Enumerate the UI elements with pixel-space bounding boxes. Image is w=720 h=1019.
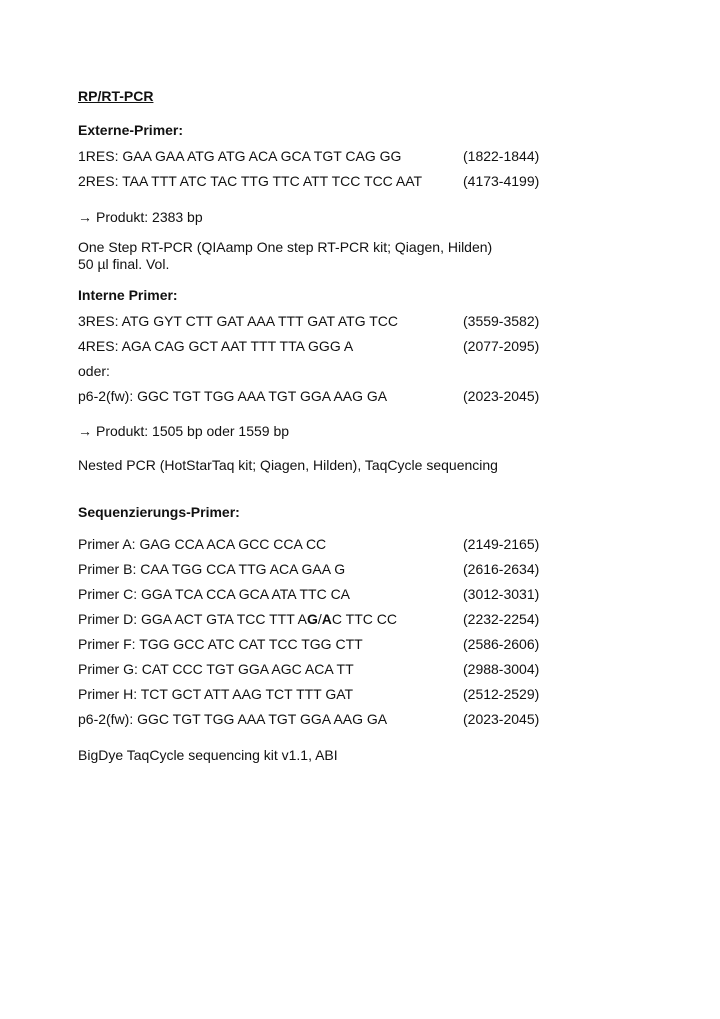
interne-product-line	[78, 421, 678, 441]
primer-wobble-base: G	[306, 611, 318, 627]
sequenzierungs-primer-heading: Sequenzierungs-Primer:	[78, 504, 240, 520]
primer-position: (2023-2045)	[463, 711, 540, 727]
primer-sequence: Primer F: TGG GCC ATC CAT TCC TGG CTT	[78, 636, 363, 652]
primer-row-p6-2fw	[78, 386, 678, 411]
primer-position: (3012-3031)	[463, 586, 540, 602]
primer-sequence: 1RES: GAA GAA ATG ATG ACA GCA TGT CAG GG	[78, 148, 402, 164]
externe-product-text: Produkt: 2383 bp	[96, 209, 203, 225]
primer-row-d	[78, 609, 678, 634]
primer-position: (1822-1844)	[463, 148, 540, 164]
primer-sequence-part: C TTC CC	[331, 611, 397, 627]
primer-row-2res	[78, 171, 678, 196]
primer-position: (2232-2254)	[463, 611, 540, 627]
primer-sequence: Primer H: TCT GCT ATT AAG TCT TTT GAT	[78, 686, 354, 702]
primer-row-g	[78, 659, 678, 684]
primer-sequence: p6-2(fw): GGC TGT TGG AAA TGT GGA AAG GA	[78, 711, 388, 727]
primer-sequence: 3RES: ATG GYT CTT GAT AAA TTT GAT ATG TCC	[78, 313, 399, 329]
primer-position: (2988-3004)	[463, 661, 540, 677]
primer-position: (2023-2045)	[463, 388, 540, 404]
primer-sequence: Primer C: GGA TCA CCA GCA ATA TTC CA	[78, 586, 351, 602]
oder-text: oder:	[78, 363, 110, 379]
primer-row-b	[78, 559, 678, 584]
primer-sequence: 2RES: TAA TTT ATC TAC TTG TTC ATT TCC TCC AAT	[78, 173, 423, 189]
externe-method-line1: One Step RT-PCR (QIAamp One step RT-PCR kit; Qiagen, Hilden)	[78, 239, 493, 255]
primer-sequence	[78, 611, 397, 627]
primer-wobble-base: A	[321, 611, 332, 627]
externe-method-line2: 50 µl final. Vol.	[78, 256, 170, 272]
primer-position: (2077-2095)	[463, 338, 540, 354]
primer-position: (3559-3582)	[463, 313, 540, 329]
primer-position: (2149-2165)	[463, 536, 540, 552]
nested-pcr-method: Nested PCR (HotStarTaq kit; Qiagen, Hilden), TaqCycle sequencing	[78, 457, 498, 473]
externe-primer-heading: Externe-Primer:	[78, 122, 184, 138]
primer-wobble-slash: /	[317, 611, 322, 627]
externe-product-line	[78, 207, 678, 227]
interne-product-text: Produkt: 1505 bp oder 1559 bp	[96, 423, 290, 439]
document-page	[78, 86, 678, 765]
primer-row-p6-2fw-seq	[78, 709, 678, 734]
primer-position: (2512-2529)	[463, 686, 540, 702]
primer-position: (2616-2634)	[463, 561, 540, 577]
right-arrow-icon: →	[78, 209, 92, 225]
primer-position: (2586-2606)	[463, 636, 540, 652]
primer-position: (4173-4199)	[463, 173, 540, 189]
interne-primer-heading: Interne Primer:	[78, 287, 178, 303]
primer-sequence: 4RES: AGA CAG GCT AAT TTT TTA GGG A	[78, 338, 354, 354]
primer-sequence-part: Primer D: GGA ACT GTA TCC TTT A	[78, 611, 307, 627]
primer-row-3res	[78, 311, 678, 336]
primer-row-4res	[78, 336, 678, 361]
right-arrow-icon: →	[78, 423, 92, 439]
primer-sequence: Primer A: GAG CCA ACA GCC CCA CC	[78, 536, 327, 552]
primer-sequence: Primer B: CAA TGG CCA TTG ACA GAA G	[78, 561, 346, 577]
primer-sequence: p6-2(fw): GGC TGT TGG AAA TGT GGA AAG GA	[78, 388, 388, 404]
primer-row-c	[78, 584, 678, 609]
primer-row-1res	[78, 146, 678, 171]
document-title: RP/RT-PCR	[78, 88, 154, 104]
primer-row-h	[78, 684, 678, 709]
primer-sequence: Primer G: CAT CCC TGT GGA AGC ACA TT	[78, 661, 354, 677]
oder-line	[78, 361, 678, 386]
primer-row-f	[78, 634, 678, 659]
primer-row-a	[78, 534, 678, 559]
sequencing-kit-line: BigDye TaqCycle sequencing kit v1.1, ABI	[78, 747, 338, 763]
